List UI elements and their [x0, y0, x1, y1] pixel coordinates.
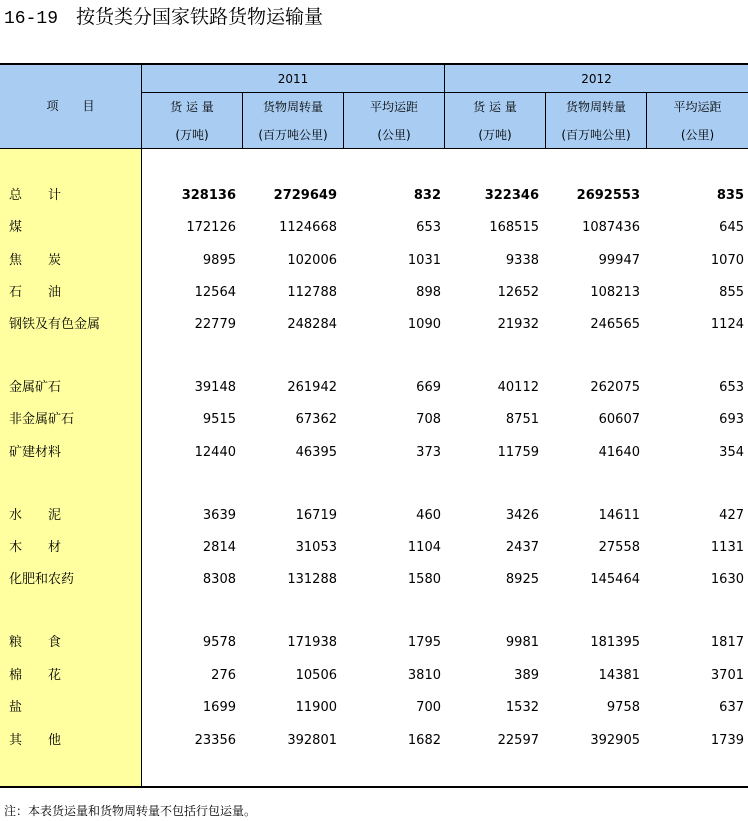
- row-label: 其 他: [9, 733, 62, 748]
- table-cell: 22597: [497, 733, 539, 748]
- table-cell: 653: [416, 220, 441, 235]
- table-cell: 172126: [186, 220, 236, 235]
- table-cell: 3639: [202, 508, 236, 523]
- table-cell: 1630: [710, 572, 744, 587]
- column-header: 平均运距: [369, 100, 418, 114]
- row-label: 金属矿石: [9, 380, 62, 395]
- table-cell: 1087436: [582, 220, 640, 235]
- table-cell: 8925: [505, 572, 539, 587]
- table-cell: 1131: [710, 540, 744, 555]
- table-cell: 328136: [181, 188, 236, 203]
- table-number: 16-19: [4, 9, 59, 29]
- table-cell: 46395: [295, 445, 337, 460]
- row-label: 矿建材料: [9, 445, 62, 460]
- table-cell: 60607: [598, 412, 640, 427]
- label-column-divider: [141, 65, 142, 786]
- table-cell: 181395: [590, 635, 640, 650]
- year-row-rule: [141, 92, 748, 93]
- row-label: 木 材: [9, 540, 62, 555]
- column-unit: (百万吨公里): [258, 128, 328, 142]
- table-cell: 1070: [710, 253, 744, 268]
- table-cell: 1090: [407, 317, 441, 332]
- table-cell: 637: [719, 700, 744, 715]
- table-cell: 102006: [287, 253, 337, 268]
- table-cell: 2692553: [576, 188, 640, 203]
- table-cell: 276: [211, 668, 236, 683]
- table-cell: 832: [413, 188, 441, 203]
- table-cell: 40112: [497, 380, 539, 395]
- table-cell: 12564: [194, 285, 236, 300]
- row-label: 水 泥: [9, 508, 62, 523]
- table-cell: 9895: [202, 253, 236, 268]
- row-label: 化肥和农药: [9, 572, 75, 587]
- column-header: 货 运 量: [473, 100, 517, 114]
- row-label: 焦 炭: [9, 253, 62, 268]
- year-header: 2011: [277, 72, 309, 86]
- table-cell: 1124: [710, 317, 744, 332]
- column-header: 平均运距: [673, 100, 722, 114]
- table-cell: 645: [719, 220, 744, 235]
- table-cell: 9981: [505, 635, 539, 650]
- table-cell: 9338: [505, 253, 539, 268]
- table-cell: 427: [719, 508, 744, 523]
- table-cell: 23356: [194, 733, 236, 748]
- table-cell: 373: [416, 445, 441, 460]
- header-bottom-rule: [0, 148, 748, 149]
- year-header: 2012: [581, 72, 612, 86]
- item-header: 项 目: [46, 99, 95, 113]
- table-cell: 1031: [407, 253, 441, 268]
- column-unit: (公里): [680, 128, 715, 142]
- table-cell: 41640: [598, 445, 640, 460]
- table-cell: 1682: [407, 733, 441, 748]
- table-cell: 1699: [202, 700, 236, 715]
- table-cell: 1532: [505, 700, 539, 715]
- row-label: 非金属矿石: [9, 412, 75, 427]
- table-cell: 855: [719, 285, 744, 300]
- table-cell: 248284: [287, 317, 337, 332]
- column-unit: (公里): [377, 128, 411, 142]
- table-cell: 700: [416, 700, 441, 715]
- table-cell: 14611: [598, 508, 640, 523]
- row-label: 盐: [9, 700, 23, 715]
- table-cell: 112788: [287, 285, 337, 300]
- column-unit: (万吨): [478, 128, 512, 142]
- table-cell: 22779: [194, 317, 236, 332]
- table-cell: 8751: [505, 412, 539, 427]
- table-cell: 9578: [202, 635, 236, 650]
- table-cell: 39148: [194, 380, 236, 395]
- table-cell: 27558: [598, 540, 640, 555]
- table-cell: 246565: [590, 317, 640, 332]
- table-cell: 1124668: [279, 220, 337, 235]
- column-header: 货 运 量: [170, 100, 214, 114]
- table-cell: 1580: [407, 572, 441, 587]
- table-cell: 389: [514, 668, 539, 683]
- row-label: 煤: [9, 220, 23, 235]
- table-cell: 14381: [598, 668, 640, 683]
- table-cell: 898: [416, 285, 441, 300]
- table-cell: 11759: [497, 445, 539, 460]
- table-cell: 262075: [590, 380, 640, 395]
- row-label-column: [0, 149, 141, 786]
- table-cell: 261942: [287, 380, 337, 395]
- table-cell: 669: [416, 380, 441, 395]
- table-cell: 12652: [497, 285, 539, 300]
- table-cell: 2437: [505, 540, 539, 555]
- table-cell: 708: [416, 412, 441, 427]
- table-cell: 171938: [287, 635, 337, 650]
- column-unit: (万吨): [175, 128, 209, 142]
- table-cell: 99947: [598, 253, 640, 268]
- table-cell: 2729649: [273, 188, 337, 203]
- table-top-rule: [0, 63, 748, 65]
- table-cell: 10506: [295, 668, 337, 683]
- row-label: 钢铁及有色金属: [9, 317, 101, 332]
- table-cell: 693: [719, 412, 744, 427]
- table-cell: 21932: [497, 317, 539, 332]
- table-cell: 168515: [489, 220, 539, 235]
- table-cell: 145464: [590, 572, 640, 587]
- table-cell: 1104: [407, 540, 441, 555]
- table-note: 注：本表货运量和货物周转量不包括行包运量。: [4, 804, 257, 818]
- table-title: [4, 3, 323, 31]
- table-cell: 392905: [590, 733, 640, 748]
- table-cell: 3810: [407, 668, 441, 683]
- table-cell: 460: [416, 508, 441, 523]
- table-title-text: 按货类分国家铁路货物运输量: [76, 6, 324, 28]
- table-cell: 8308: [202, 572, 236, 587]
- table-cell: 653: [719, 380, 744, 395]
- table-cell: 354: [719, 445, 744, 460]
- table-cell: 1739: [710, 733, 744, 748]
- row-label: 粮 食: [9, 635, 62, 650]
- table-cell: 835: [716, 188, 744, 203]
- table-bottom-rule: [0, 786, 748, 788]
- row-label: 石 油: [9, 285, 62, 300]
- table-cell: 31053: [295, 540, 337, 555]
- table-cell: 108213: [590, 285, 640, 300]
- table-cell: 9758: [606, 700, 640, 715]
- row-label: 总 计: [9, 188, 62, 203]
- table-cell: 1795: [407, 635, 441, 650]
- table-cell: 3701: [710, 668, 744, 683]
- table-cell: 3426: [505, 508, 539, 523]
- table-cell: 11900: [295, 700, 337, 715]
- table-cell: 2814: [202, 540, 236, 555]
- table-cell: 1817: [710, 635, 744, 650]
- column-header: 货物周转量: [565, 100, 626, 114]
- column-header: 货物周转量: [262, 100, 323, 114]
- table-cell: 67362: [295, 412, 337, 427]
- table-cell: 16719: [295, 508, 337, 523]
- column-unit: (百万吨公里): [561, 128, 631, 142]
- table-cell: 322346: [484, 188, 539, 203]
- table-cell: 9515: [202, 412, 236, 427]
- table-cell: 12440: [194, 445, 236, 460]
- table-cell: 131288: [287, 572, 337, 587]
- row-label: 棉 花: [9, 668, 62, 683]
- table-cell: 392801: [287, 733, 337, 748]
